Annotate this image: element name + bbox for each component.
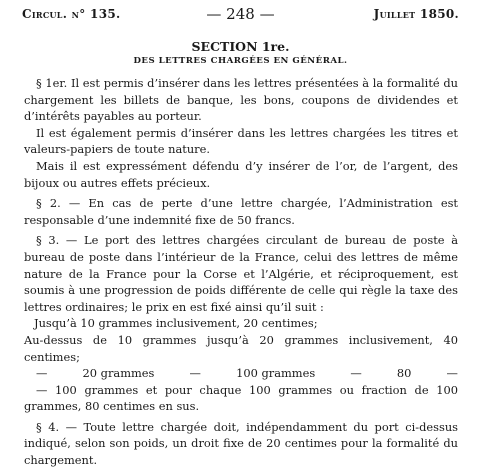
section-subtitle: DES LETTRES CHARGÉES EN GÉNÉRAL.	[133, 56, 348, 66]
paragraph-3: Mais il est expressément défendu d’y insérer de l’or, de l’argent, des bijoux ou autres effets précieux.	[24, 158, 458, 190]
rate-line-2: Au-dessus de 10 grammes jusqu’à 20 grammes inclusivement, 40 centimes;	[24, 332, 458, 364]
rate-line-3-from: 20 grammes	[82, 366, 155, 381]
page-header	[22, 7, 459, 25]
paragraph-article-4: § 4. — Toute lettre chargée doit, indépendamment du port ci-dessus indiqué, selon son poids, un droit fixe de 20 centimes pour la formalité du chargement.	[24, 419, 458, 468]
rate-line-3-to: 100 grammes	[236, 366, 316, 381]
rate-line-3-price: 80	[396, 366, 412, 381]
rate-line-3-dash-4: —	[446, 366, 458, 381]
paragraph-article-3: § 3. — Le port des lettres chargées circulant de bureau de poste à bureau de poste dans l’intérieur de la France, celui des lettres de même nature de la France pour la Corse et l’Algérie, et réciproquement, est soumis à une progression de poids différente de celle qui règle la taxe des lettres ordinaires; le prix en est fixé ainsi qu’il suit :	[24, 233, 458, 314]
circular-number: Circul. n° 135.	[22, 7, 121, 21]
section-title: SECTION 1re.	[191, 39, 290, 54]
rate-line-3-dash-1: —	[36, 366, 48, 381]
rate-line-4: — 100 grammes et pour chaque 100 grammes ou fraction de 100 grammes, 80 centimes en sus.	[24, 382, 458, 414]
page-number: — 248 —	[206, 5, 275, 23]
rate-line-3	[24, 365, 458, 382]
rate-line-3-dash-2: —	[189, 366, 201, 381]
rate-line-1: Jusqu’à 10 grammes inclusivement, 20 centimes;	[34, 316, 318, 331]
header-date: Juillet 1850.	[373, 7, 459, 21]
document-body	[24, 75, 458, 469]
paragraph-2: Il est également permis d’insérer dans les lettres chargées les titres et valeurs-papiers de toute nature.	[24, 125, 458, 157]
rate-line-3-dash-3: —	[350, 366, 362, 381]
paragraph-1: § 1er. Il est permis d’insérer dans les lettres présentées à la formalité du chargement les billets de banque, les bons, coupons de dividendes et d’intérêts payables au porteur.	[24, 76, 458, 124]
paragraph-article-2: § 2. — En cas de perte d’une lettre chargée, l’Administration est responsable d’une indemnité fixe de 50 francs.	[24, 196, 458, 227]
